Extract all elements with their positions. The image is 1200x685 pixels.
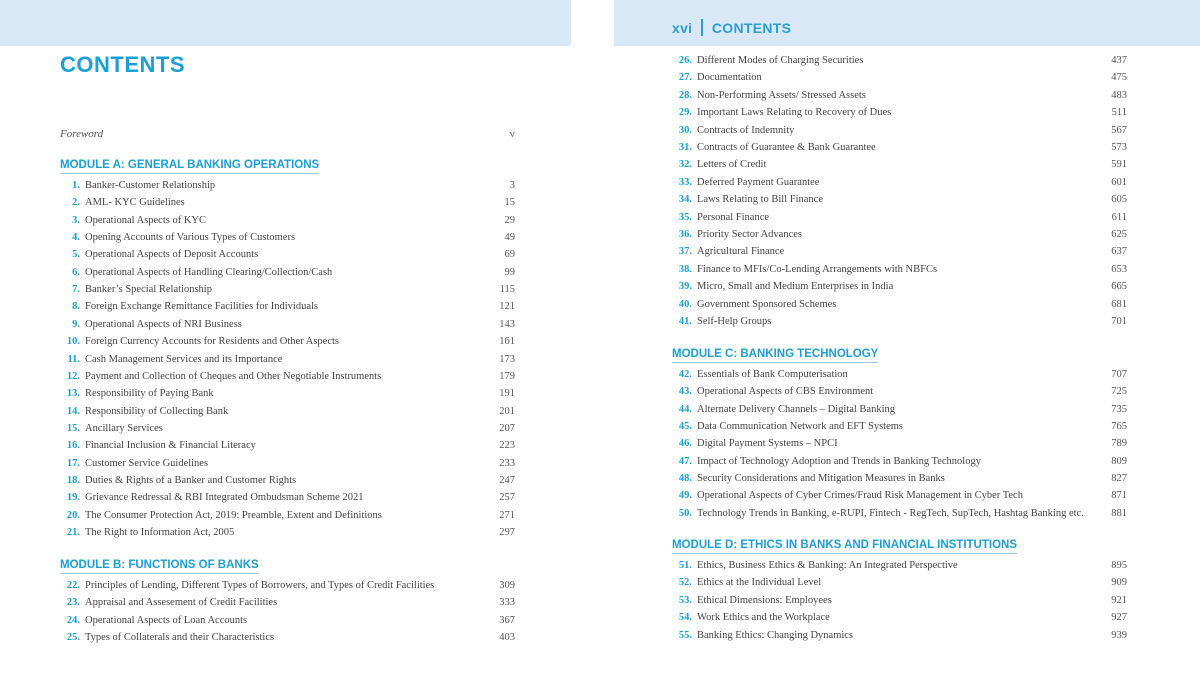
toc-entry-number: 11. [67, 353, 80, 365]
toc-entry[interactable] [672, 142, 1127, 158]
toc-entry[interactable] [60, 475, 515, 491]
toc-entry-page: 69 [504, 249, 515, 261]
toc-entry[interactable] [672, 421, 1127, 437]
toc-entry-number: 27. [678, 72, 692, 84]
toc-entry[interactable] [60, 267, 515, 283]
toc-entry[interactable] [672, 630, 1127, 646]
toc-entry[interactable] [60, 301, 515, 317]
toc-entry[interactable] [60, 354, 515, 370]
toc-entry-title: Important Laws Relating to Recovery of Dues [697, 107, 892, 119]
toc-entry-page: 143 [499, 318, 515, 330]
toc-entry-title: Work Ethics and the Workplace [697, 612, 830, 624]
toc-entry[interactable] [60, 615, 515, 631]
toc-entry-title: Appraisal and Assesement of Credit Facilities [85, 597, 278, 609]
toc-entry-number: 2. [72, 197, 80, 209]
toc-entry-title: Self-Help Groups [697, 316, 772, 327]
toc-entry-page: 247 [499, 474, 515, 486]
toc-entry-number: 51. [678, 560, 692, 571]
toc-entry-number: 23. [66, 597, 80, 609]
toc-entry-page: 179 [499, 370, 515, 382]
toc-entry[interactable] [60, 632, 515, 648]
toc-entry-title: Banking Ethics: Changing Dynamics [697, 629, 854, 641]
toc-entry-number: 36. [678, 229, 692, 240]
toc-entry-number: 53. [678, 594, 692, 606]
toc-entry-page: 871 [1111, 490, 1127, 502]
toc-entry-page: 29 [504, 214, 515, 226]
toc-entry[interactable] [60, 597, 515, 613]
toc-entry-title: Banker-Customer Relationship [85, 180, 216, 191]
toc-entry[interactable] [60, 336, 515, 352]
toc-entry-title: Ethical Dimensions: Employees [697, 594, 832, 606]
toc-entry[interactable] [672, 264, 1127, 280]
toc-entry[interactable] [60, 371, 515, 387]
toc-entry-number: 40. [678, 298, 692, 310]
toc-entry-number: 38. [678, 263, 692, 275]
toc-entry-number: 48. [678, 473, 692, 485]
toc-entry-title: Essentials of Bank Computerisation [697, 369, 848, 380]
toc-entry-page: 573 [1111, 142, 1127, 153]
toc-entry-number: 1. [72, 180, 80, 191]
toc-entry[interactable] [672, 55, 1127, 71]
toc-entry-page: 201 [499, 405, 515, 417]
toc-entry-page: 483 [1111, 89, 1127, 101]
toc-entry[interactable] [672, 107, 1127, 123]
toc-entry-title: Banker’s Special Relationship [85, 284, 212, 296]
toc-entry-title: The Consumer Protection Act, 2019: Preamble, Extent and Definitions [85, 509, 382, 521]
page-gutter [571, 0, 614, 685]
toc-entry-number: 42. [678, 369, 692, 380]
toc-entry-title: Foreign Currency Accounts for Residents and Other Aspects [85, 336, 339, 348]
toc-entry-title: Letters of Credit [697, 159, 767, 171]
toc-entry[interactable] [60, 440, 515, 456]
toc-entry-page: 625 [1111, 229, 1127, 240]
toc-entry-number: 52. [678, 577, 692, 589]
toc-entry-title: Financial Inclusion & Financial Literacy [85, 440, 256, 452]
running-title: CONTENTS [711, 19, 792, 36]
toc-entry-title: Deferred Payment Guarantee [697, 176, 820, 188]
toc-entry-title: Digital Payment Systems – NPCI [697, 438, 838, 450]
toc-entry-page: 909 [1111, 577, 1127, 589]
toc-entry-title: Contracts of Indemnity [697, 124, 795, 136]
toc-entry-number: 19. [66, 492, 80, 504]
toc-entry-page: 115 [499, 284, 515, 296]
toc-entry-page: 437 [1111, 55, 1127, 66]
toc-entry[interactable] [672, 456, 1127, 472]
toc-entry-page: 809 [1111, 455, 1127, 467]
toc-entry-number: 47. [678, 455, 692, 467]
toc-entry-page: 637 [1111, 246, 1127, 258]
toc-entry-page: 121 [499, 301, 515, 313]
toc-entry-page: 653 [1111, 263, 1127, 275]
toc-entry[interactable] [60, 458, 515, 474]
foreword-label: Foreword [60, 128, 104, 140]
toc-entry-title: Alternate Delivery Channels – Digital Banking [697, 403, 895, 415]
toc-entry[interactable] [60, 406, 515, 422]
toc-entry-page: 403 [499, 631, 515, 643]
toc-entry-number: 33. [678, 176, 692, 188]
toc-entry-number: 8. [72, 301, 80, 313]
toc-entry-page: 665 [1111, 281, 1127, 293]
toc-entry[interactable] [60, 180, 515, 196]
toc-entry-page: 475 [1111, 72, 1127, 84]
running-head-divider [701, 19, 703, 36]
toc-entry[interactable] [60, 197, 515, 213]
toc-entry-number: 22. [66, 580, 80, 591]
page-title: CONTENTS [60, 52, 185, 77]
toc-entry-title: Impact of Technology Adoption and Trends in Banking Technology [697, 455, 981, 467]
running-head [672, 19, 791, 36]
toc-entry-number: 5. [72, 249, 80, 261]
toc-entry[interactable] [60, 319, 515, 335]
toc-entry[interactable] [672, 212, 1127, 228]
toc-entry-title: Operational Aspects of KYC [85, 214, 207, 226]
toc-entry-page: 601 [1111, 176, 1127, 188]
toc-entry[interactable] [672, 386, 1127, 402]
toc-entry[interactable] [672, 369, 1127, 385]
toc-entry-page: 333 [499, 597, 515, 609]
toc-entry-number: 41. [678, 316, 692, 327]
toc-entry[interactable] [672, 194, 1127, 210]
toc-entry-title: Non-Performing Assets/ Stressed Assets [697, 89, 866, 101]
toc-entry-page: 233 [499, 457, 515, 469]
toc-entry-number: 39. [678, 281, 692, 293]
toc-entry[interactable] [672, 473, 1127, 489]
toc-entry-title: Data Communication Network and EFT Systems [697, 421, 903, 433]
toc-entry-title: Ethics at the Individual Level [697, 577, 822, 589]
toc-entry-title: Finance to MFIs/Co-Lending Arrangements with NBFCs [697, 263, 938, 275]
toc-entry-page: 927 [1111, 612, 1127, 624]
toc-entry-page: 765 [1111, 421, 1127, 433]
toc-entry-page: 605 [1111, 194, 1127, 206]
toc-entry-number: 31. [678, 142, 692, 153]
toc-entry-page: 827 [1111, 473, 1127, 485]
toc-entry-title: Operational Aspects of Loan Accounts [85, 614, 248, 626]
toc-entry-number: 45. [678, 421, 692, 433]
toc-entry-title: Priority Sector Advances [697, 229, 802, 240]
toc-entry-number: 44. [678, 403, 692, 415]
toc-entry[interactable] [672, 90, 1127, 106]
toc-entry-page: 591 [1111, 159, 1127, 171]
toc-entry[interactable] [672, 404, 1127, 420]
toc-entry[interactable] [672, 560, 1127, 576]
toc-entry-title: Operational Aspects of Cyber Crimes/Fraud Risk Management in Cyber Tech [697, 490, 1023, 502]
toc-entry-number: 9. [72, 318, 80, 330]
toc-entry-page: 99 [504, 266, 515, 278]
toc-entry-page: 257 [499, 492, 515, 504]
toc-entry-title: Responsibility of Collecting Bank [85, 405, 229, 417]
toc-entry-title: Cash Management Services and its Importance [85, 353, 283, 365]
module-b-heading: MODULE B: FUNCTIONS OF BANKS [60, 559, 259, 574]
running-page-number: xvi [672, 19, 693, 36]
toc-entry-title: Operational Aspects of NRI Business [85, 318, 242, 330]
toc-entry[interactable] [60, 492, 515, 508]
toc-entry-page: 15 [504, 197, 515, 209]
toc-entry-number: 13. [66, 388, 80, 400]
toc-entry-number: 21. [66, 527, 80, 538]
toc-entry-title: Documentation [697, 72, 762, 84]
toc-entry-number: 4. [72, 232, 80, 244]
toc-entry-page: 611 [1111, 211, 1127, 223]
toc-entry[interactable] [672, 438, 1127, 454]
toc-entry[interactable] [60, 510, 515, 526]
toc-entry[interactable] [672, 159, 1127, 175]
left-page-header-band [0, 0, 571, 46]
toc-entry-page: 921 [1111, 594, 1127, 606]
toc-entry-number: 28. [678, 89, 692, 101]
toc-entry-number: 55. [678, 629, 692, 641]
toc-entry-page: 3 [509, 180, 515, 191]
toc-entry-number: 26. [678, 55, 692, 66]
toc-entry[interactable] [672, 177, 1127, 193]
toc-entry[interactable] [672, 125, 1127, 141]
toc-entry-page: 881 [1111, 507, 1127, 519]
toc-entry-title: Operational Aspects of Deposit Accounts [85, 249, 259, 261]
module-d-heading: MODULE D: ETHICS IN BANKS AND FINANCIAL INSTITUTIONS [672, 539, 1017, 554]
toc-entry-number: 29. [678, 107, 692, 119]
toc-entry-title: Responsibility of Paying Bank [85, 388, 214, 400]
toc-entry-title: Micro, Small and Medium Enterprises in India [697, 281, 894, 293]
toc-entry-number: 34. [678, 194, 692, 206]
toc-entry-number: 46. [678, 438, 692, 450]
toc-entry-page: 271 [499, 509, 515, 521]
toc-entry-page: 367 [499, 614, 515, 626]
toc-entry[interactable] [672, 229, 1127, 245]
toc-entry-number: 16. [66, 440, 80, 452]
toc-entry[interactable] [672, 281, 1127, 297]
toc-entry-title: Customer Service Guidelines [85, 457, 209, 469]
toc-entry-page: 681 [1111, 298, 1127, 310]
toc-entry-number: 24. [66, 614, 80, 626]
toc-entry-number: 7. [72, 284, 80, 296]
toc-entry-title: Agricultural Finance [697, 246, 785, 258]
toc-entry-number: 49. [678, 490, 692, 502]
toc-entry[interactable] [672, 316, 1127, 332]
module-c-heading: MODULE C: BANKING TECHNOLOGY [672, 348, 878, 363]
toc-entry-title: Personal Finance [697, 211, 770, 223]
toc-entry-title: Opening Accounts of Various Types of Customers [85, 232, 296, 244]
toc-entry-page: 895 [1111, 560, 1127, 571]
toc-entry-page: 223 [499, 440, 515, 452]
toc-entry-page: 511 [1111, 107, 1127, 119]
toc-entry-page: 161 [499, 336, 515, 348]
toc-entry-number: 14. [66, 405, 80, 417]
toc-entry-page: 191 [499, 388, 515, 400]
toc-entry-page: 735 [1111, 403, 1127, 415]
toc-entry-number: 15. [66, 422, 80, 434]
toc-entry-number: 37. [678, 246, 692, 258]
toc-entry-number: 30. [678, 124, 692, 136]
toc-entry-page: 173 [499, 353, 515, 365]
toc-entry[interactable] [672, 595, 1127, 611]
toc-entry-page: 49 [504, 232, 515, 244]
toc-entry-number: 25. [66, 631, 80, 643]
toc-entry-title: Contracts of Guarantee & Bank Guarantee [697, 142, 876, 153]
toc-entry[interactable] [60, 388, 515, 404]
toc-entry-title: Payment and Collection of Cheques and Other Negotiable Instruments [85, 370, 382, 382]
toc-entry-title: Technology Trends in Banking, e-RUPI, Fintech - RegTech, SupTech, Hashtag Banking etc. [697, 507, 1084, 519]
toc-entry-number: 54. [678, 612, 692, 624]
toc-entry[interactable] [672, 577, 1127, 593]
toc-entry-page: 725 [1111, 386, 1127, 398]
toc-entry-number: 6. [72, 266, 80, 278]
toc-entry-title: Operational Aspects of Handling Clearing/Collection/Cash [85, 266, 333, 278]
toc-entry-number: 10. [66, 336, 80, 348]
toc-entry-page: 707 [1111, 369, 1127, 380]
toc-entry-number: 43. [678, 386, 692, 398]
foreword-entry[interactable] [60, 128, 515, 140]
toc-entry-number: 32. [678, 159, 692, 171]
toc-entry[interactable] [60, 232, 515, 248]
toc-entry-page: 701 [1111, 316, 1127, 327]
toc-entry-title: Foreign Exchange Remittance Facilities for Individuals [85, 301, 318, 313]
toc-entry[interactable] [60, 249, 515, 265]
toc-entry-page: 567 [1111, 124, 1127, 136]
toc-entry[interactable] [60, 284, 515, 300]
toc-entry-number: 35. [678, 211, 692, 223]
toc-entry[interactable] [60, 215, 515, 231]
toc-entry-title: Principles of Lending, Different Types of Borrowers, and Types of Credit Facilities [85, 580, 435, 591]
toc-entry-page: 207 [499, 422, 515, 434]
toc-entry[interactable] [672, 612, 1127, 628]
toc-entry-page: 939 [1111, 629, 1127, 641]
toc-entry-title: Duties & Rights of a Banker and Customer Rights [85, 474, 297, 486]
toc-entry-number: 17. [66, 457, 80, 469]
toc-entry-title: The Right to Information Act, 2005 [85, 527, 235, 538]
toc-entry[interactable] [672, 490, 1127, 506]
toc-entry-number: 18. [66, 474, 80, 486]
toc-entry-page: 297 [499, 527, 515, 538]
toc-entry[interactable] [672, 508, 1127, 524]
toc-entry-number: 20. [66, 509, 80, 521]
toc-entry[interactable] [672, 246, 1127, 262]
toc-entry[interactable] [60, 527, 515, 543]
toc-entry[interactable] [60, 580, 515, 596]
toc-entry-page: 789 [1111, 438, 1127, 450]
toc-entry-title: Ethics, Business Ethics & Banking: An Integrated Perspective [697, 560, 958, 571]
toc-entry[interactable] [672, 299, 1127, 315]
toc-entry-title: Government Sponsored Schemes [697, 298, 837, 310]
toc-entry-title: Different Modes of Charging Securities [697, 55, 864, 66]
toc-entry-title: Operational Aspects of CBS Environment [697, 386, 874, 398]
module-a-heading: MODULE A: GENERAL BANKING OPERATIONS [60, 159, 319, 174]
toc-entry-title: Types of Collaterals and their Characteristics [85, 631, 275, 643]
toc-entry[interactable] [672, 72, 1127, 88]
toc-entry-title: Security Considerations and Mitigation Measures in Banks [697, 473, 945, 485]
toc-entry-title: Grievance Redressal & RBI Integrated Ombudsman Scheme 2021 [85, 492, 364, 504]
toc-entry-number: 50. [678, 507, 692, 519]
toc-entry-number: 12. [66, 370, 80, 382]
toc-entry-page: 309 [499, 580, 515, 591]
toc-entry-title: Ancillary Services [85, 422, 163, 434]
toc-entry-title: Laws Relating to Bill Finance [697, 194, 823, 206]
toc-entry-number: 3. [72, 214, 80, 226]
toc-entry-title: AML- KYC Guidelines [85, 197, 185, 209]
toc-entry[interactable] [60, 423, 515, 439]
foreword-page: v [509, 128, 515, 140]
